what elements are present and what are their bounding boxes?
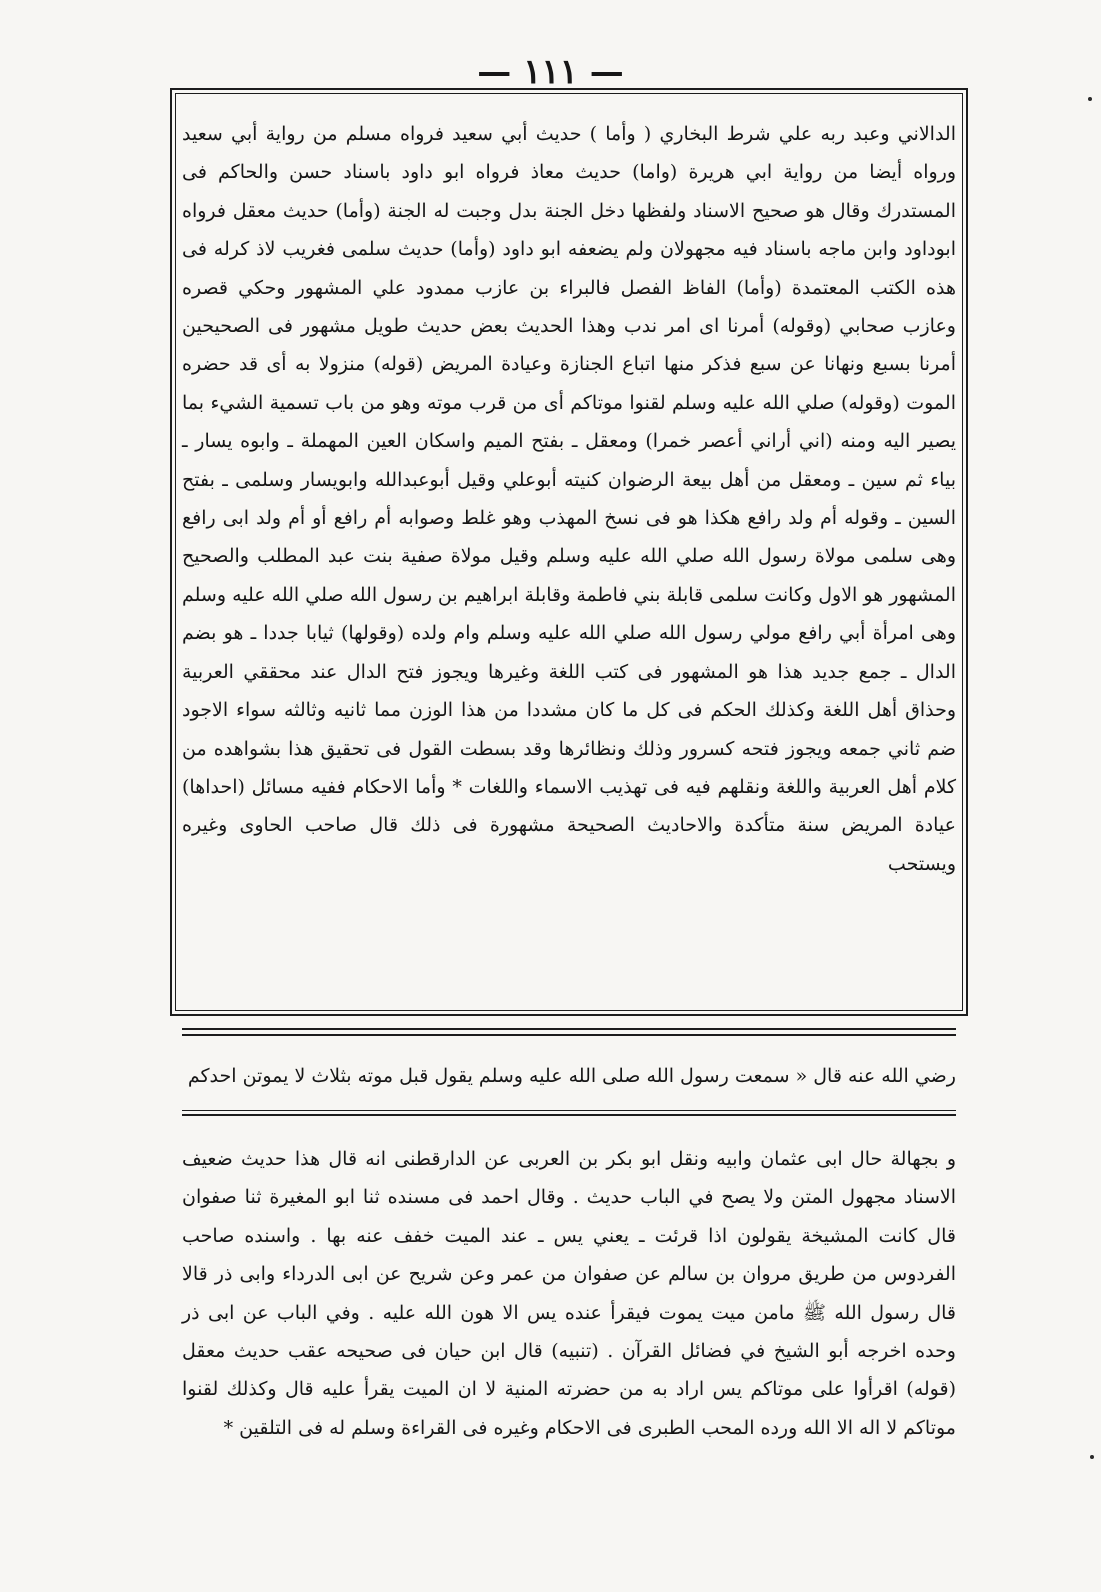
scan-speck-mark (1088, 97, 1092, 101)
main-text: الدالاني وعبد ربه علي شرط البخاري ( وأما ) حديث أبي سعيد فرواه مسلم من رواية أبي سعيد ورواه أيضا من رواية ابي هريرة (واما) حديث معاذ فرواه ابو داود باسناد حسن والحاكم فى المستدرك وقال هو صحيح الاسناد ولفظها دخل الجنة بدل وجبت له الجنة (وأما) حديث معقل فرواه ابوداود وابن ماجه باسناد فيه مجهولان ولم يضعفه ابو داود (وأما) حديث سلمى فغريب لاذ كرله فى هذه الكتب المعتمدة (وأما) الفاظ الفصل فالبراء بن عازب ممدود علي المشهور وحكي قصره وعازب صحابي (وقوله) أمرنا اى امر ندب وهذا الحديث بعض حديث طويل مشهور فى الصحيحين أمرنا بسبع ونهانا عن سبع فذكر منها اتباع الجنازة وعيادة المريض (قوله) منزولا به أى قد حضره الموت (وقوله) صلي الله عليه وسلم لقنوا موتاكم أى من قرب موته وهو من باب تسمية الشيء بما يصير اليه ومنه (اني أراني أعصر خمرا) ومعقل ـ بفتح الميم واسكان العين المهملة ـ وابوه يسار ـ بياء ثم سين ـ ومعقل من أهل بيعة الرضوان كنيته أبوعلي وقيل أبوعبدالله وابويسار وسلمى ـ بفتح السين ـ وقوله أم ولد رافع هكذا هو فى نسخ المهذب وهو غلط وصوابه أم رافع أو أم ولد ابى رافع وهى سلمى مولاة رسول الله صلي الله عليه وسلم وقيل مولاة صفية بنت عبد المطلب والصحيح المشهور هو الاول وكانت سلمى قابلة بني فاطمة وقابلة ابراهيم بن رسول الله صلي الله عليه وسلم وهى امرأة أبي رافع مولي رسول الله صلي الله عليه وسلم وام ولده (وقولها) ثيابا جددا ـ هو بضم الدال ـ جمع جديد هذا هو المشهور فى كتب اللغة وغيرها ويجوز فتح الدال عند محققي العربية وحذاق أهل اللغة وكذلك الحكم فى كل ما كان مشددا من هذا الوزن مما ثانيه وثالثه سواء الاجود ضم ثاني جمعه ويجوز فتحه كسرور وذلك ونظائرها وقد بسطت القول فى تحقيق هذا بشواهده من كلام أهل العربية واللغة ونقلهم فيه فى تهذيب الاسماء واللغات * وأما الاحكام ففيه مسائل (احداها) عيادة المريض سنة متأكدة والاحاديث الصحيحة مشهورة فى ذلك قال صاحب الحاوى وغيره ويستحب (182, 123, 956, 875)
commentary-separator-1 (182, 1110, 956, 1111)
footnote-separator-double-2 (182, 1034, 956, 1036)
footnote-separator-gap (202, 1018, 210, 1022)
commentary-text: و بجهالة حال ابى عثمان وابيه ونقل ابو بكر بن العربى عن الدارقطنى انه قال هذا حديث ضعيف الاسناد مجهول المتن ولا يصح في الباب حديث . وقال احمد فى مسنده ثنا ابو المغيرة ثنا صفوان قال كانت المشيخة يقولون اذا قرئت ـ يعني يس ـ عند الميت خفف عنه بها . واسنده صاحب الفردوس من طريق مروان بن سالم عن صفوان من عمر وعن شريح عن ابى الدرداء وابى ذر قالا قال رسول الله ﷺ مامن ميت يموت فيقرأ عنده يس الا هون الله عليه . وفي الباب عن ابى ذر وحده اخرجه أبو الشيخ في فضائل القرآن . (تنبيه) قال ابن حيان فى صحيحه عقب حديث معقل (قوله) اقرأوا على موتاكم يس اراد به من حضرته المنية لا ان الميت يقرأ عليه قال وكذلك لقنوا موتاكم لا اله الا الله ورده المحب الطبرى فى الاحكام وغيره فى القراءة وسلم له فى التلقين * (182, 1148, 956, 1439)
scan-speck-mark (1090, 1455, 1094, 1459)
footnote-separator-double-1 (182, 1028, 956, 1030)
page-number: — ١١١ — (477, 52, 624, 92)
commentary-separator-2 (182, 1114, 956, 1116)
footnote-line: رضي الله عنه قال « سمعت رسول الله صلى الله عليه وسلم يقول قبل موته بثلاث لا يموتن احدكم (187, 1065, 956, 1087)
